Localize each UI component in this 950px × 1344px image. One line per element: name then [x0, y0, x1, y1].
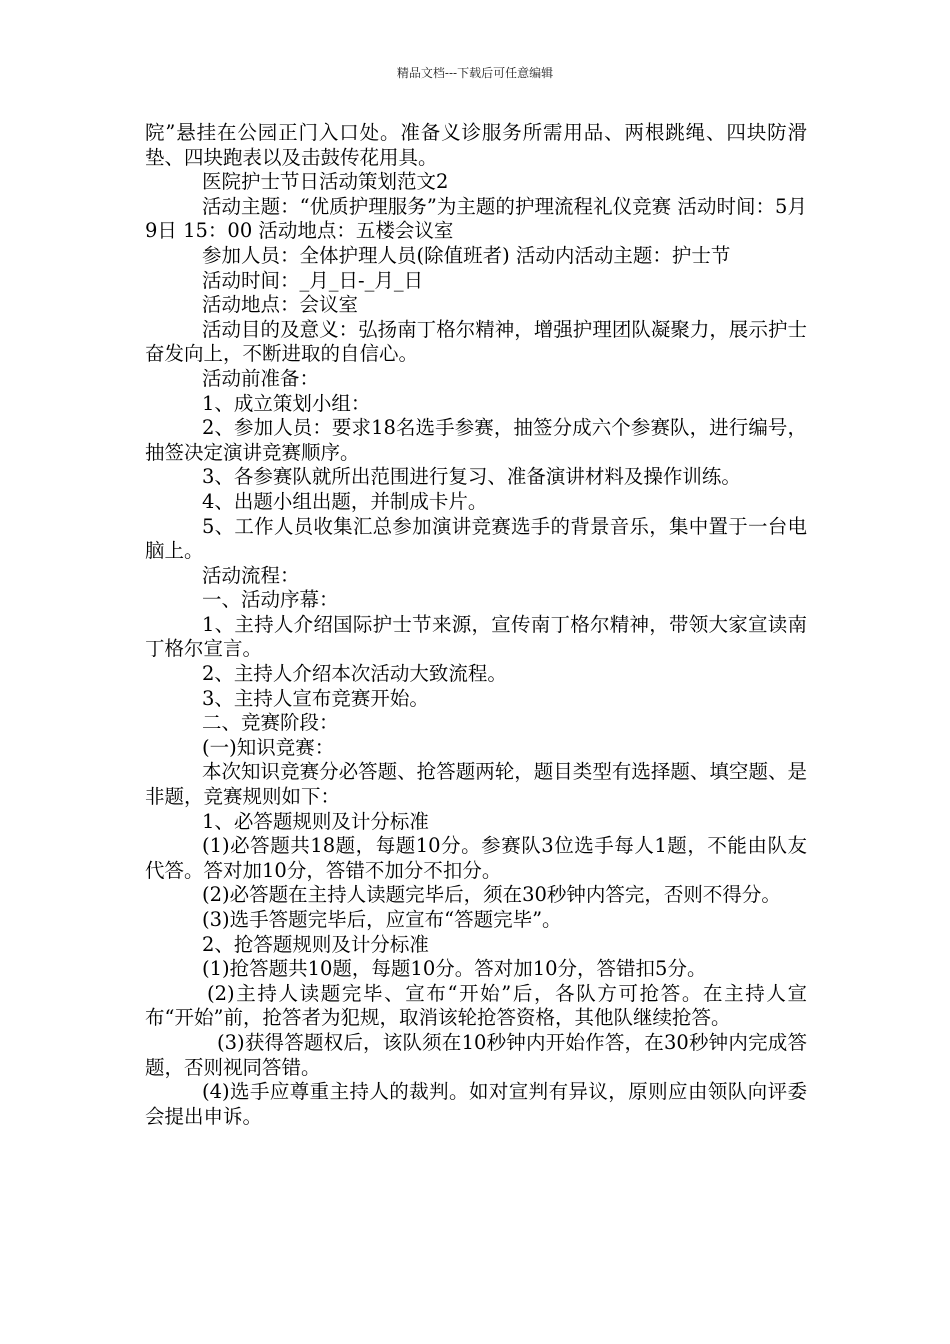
- list-item: 3、主持人宣布竞赛开始。: [202, 686, 429, 710]
- paragraph: 活动目的及意义：弘扬南丁格尔精神，增强护理团队凝聚力，展示护士奋发向上，不断进取的自信心。: [145, 317, 807, 366]
- document-body: [145, 121, 807, 1129]
- paragraph: 院”悬挂在公园正门入口处。准备义诊服务所需用品、两根跳绳、四块防滑垫、四块跑表以及击鼓传花用具。: [145, 121, 807, 169]
- list-item: 1、成立策划小组：: [202, 391, 371, 415]
- paragraph: 本次知识竞赛分必答题、抢答题两轮，题目类型有选择题、填空题、是非题，竞赛规则如下：: [145, 760, 807, 809]
- section-title: 医院护士节日活动策划范文2: [202, 170, 449, 194]
- list-item: (2)主持人读题完毕、宣布“开始”后，各队方可抢答。在主持人宣布“开始”前，抢答者为犯规，取消该轮抢答资格，其他队继续抢答。: [145, 981, 807, 1030]
- section-heading: 一、活动序幕：: [202, 588, 339, 612]
- list-item: 1、主持人介绍国际护士节来源，宣传南丁格尔精神，带领大家宣读南丁格尔宣言。: [145, 612, 807, 661]
- list-item: 2、参加人员：要求18名选手参赛，抽签分成六个参赛队，进行编号，抽签决定演讲竞赛顺序。: [145, 416, 807, 464]
- list-item: 2、主持人介绍本次活动大致流程。: [202, 662, 507, 686]
- paragraph: 活动前准备：: [202, 366, 320, 390]
- paragraph: 活动时间：_月_日-_月_日: [202, 268, 424, 292]
- paragraph: 活动地点：会议室: [202, 293, 359, 317]
- list-item: (3)选手答题完毕后，应宣布“答题完毕”。: [202, 908, 562, 931]
- list-item: 2、抢答题规则及计分标准: [202, 932, 429, 956]
- section-heading: 二、竞赛阶段：: [202, 711, 339, 735]
- list-item: (4)选手应尊重主持人的裁判。如对宣判有异议，原则应由领队向评委会提出申诉。: [145, 1080, 807, 1128]
- paragraph: 参加人员：全体护理人员(除值班者) 活动内活动主题：护士节: [202, 243, 731, 267]
- list-item: (1)抢答题共10题，每题10分。答对加10分，答错扣5分。: [202, 957, 707, 981]
- list-item: (3)获得答题权后，该队须在10秒钟内开始作答，在30秒钟内完成答题，否则视同答错。: [145, 1030, 807, 1079]
- list-item: (1)必答题共18题，每题10分。参赛队3位选手每人1题，不能由队友代答。答对加10分，答错不加分不扣分。: [145, 834, 807, 882]
- list-item: (2)必答题在主持人读题完毕后，须在30秒钟内答完，否则不得分。: [202, 883, 781, 907]
- list-item: 1、必答题规则及计分标准: [202, 809, 429, 833]
- paragraph: 活动主题：“优质护理服务”为主题的护理流程礼仪竞赛 活动时间：5月9日 15：00 活动地点：五楼会议室: [145, 194, 807, 243]
- paragraph: 活动流程：: [202, 563, 300, 587]
- list-item: 3、各参赛队就所出范围进行复习、准备演讲材料及操作训练。: [202, 465, 741, 489]
- page-header: 精品文档---下载后可任意编辑: [396, 66, 554, 80]
- list-item: 4、出题小组出题，并制成卡片。: [202, 489, 488, 513]
- subsection-heading: (一)知识竞赛：: [202, 735, 335, 759]
- list-item: 5、工作人员收集汇总参加演讲竞赛选手的背景音乐，集中置于一台电脑上。: [145, 514, 807, 563]
